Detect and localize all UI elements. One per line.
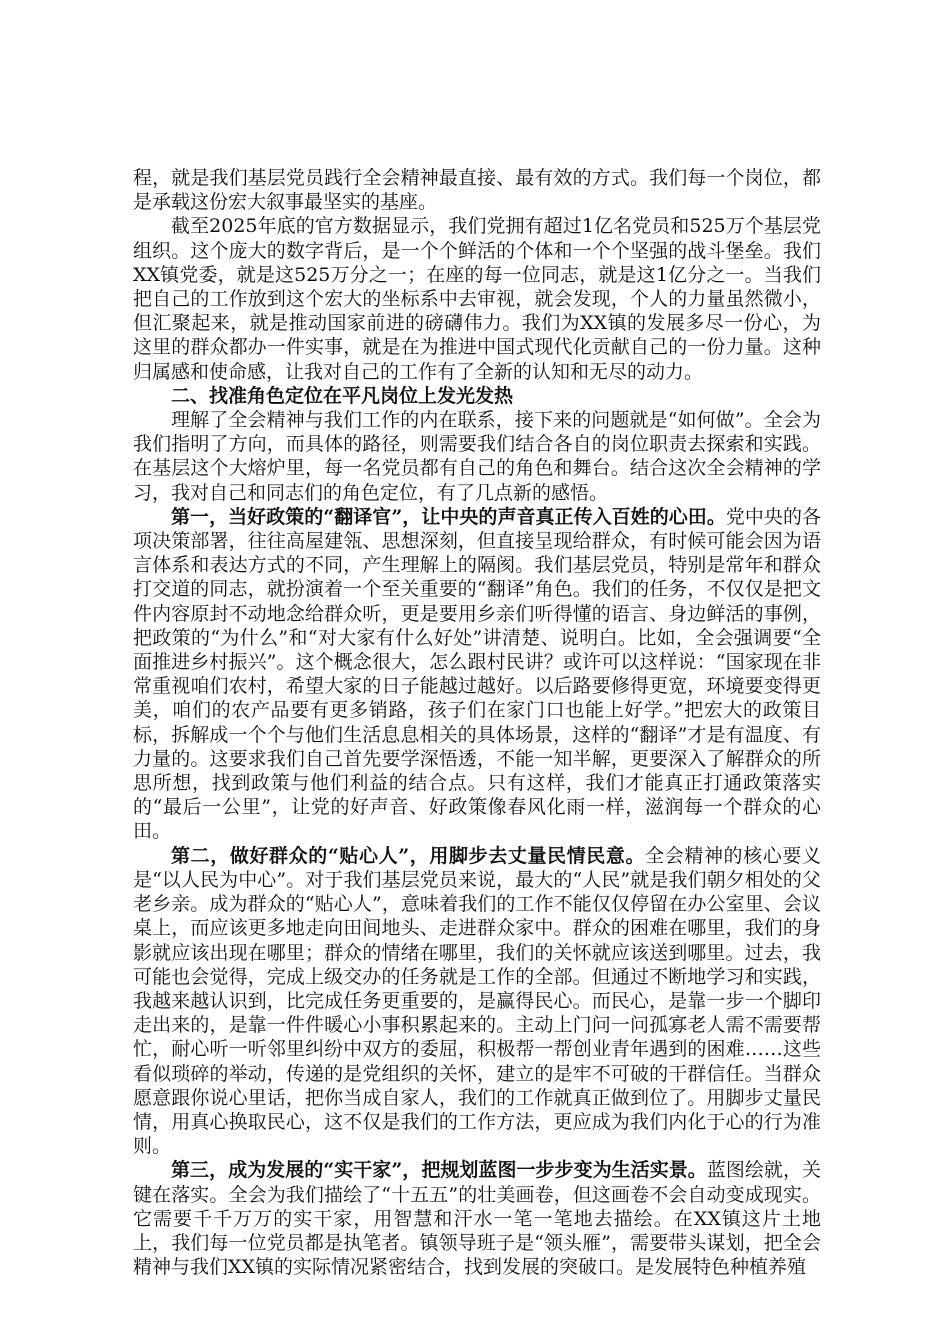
point-one-body: 党中央的各项决策部署，往往高屋建瓴、思想深刻，但直接呈现给群众，有时候可能会因为语言体系和表达方式的不同，产生理解上的隔阂。我们基层党员，特别是常年和群众打交道的同志，就扮演着一个至关重要的“翻译”角色。我们的任务，不仅仅是把文件内容原封不动地念给群众听，更是要用乡亲们听得懂的语言、身边鲜活的事例，把政策的“为什么”和“对大家有什么好处”讲清楚、说明白。比如，全会强调要“全面推进乡村振兴”。这个概念很大，怎么跟村民讲？或许可以这样说：“国家现在非常重视咱们农村，希望大家的日子能越过越好。以后路要修得更宽，环境要变得更美，咱们的农产品要有更多销路，孩子们在家门口也能上好学。”把宏大的政策目标，拆解成一个个与他们生活息息相关的具体场景，这样的“翻译”才是有温度、有力量的。这要求我们自己首先要学深悟透，不能一知半解，更要深入了解群众的所思所想，找到政策与他们利益的结合点。只有这样，我们才能真正打通政策落实的“最后一公里”，让党的好声音、好政策像春风化雨一样，滋润每一个群众的心田。 (133, 505, 821, 843)
point-two-body: 全会精神的核心要义是“以人民为中心”。对于我们基层党员来说，最大的“人民”就是我们朝夕相处的父老乡亲。成为群众的“贴心人”，意味着我们的工作不能仅仅停留在办公室里、会议桌上，而应该更多地走向田间地头、走进群众家中。群众的困难在哪里，我们的身影就应该出现在哪里；群众的情绪在哪里，我们的关怀就应该送到哪里。过去，我可能也会觉得，完成上级交办的任务就是工作的全部。但通过不断地学习和实践，我越来越认识到，比完成任务更重要的，是赢得民心。而民心，是靠一步一个脚印走出来的，是靠一件件暖心小事积累起来的。主动上门问一问孤寡老人需不需要帮忙，耐心听一听邻里纠纷中双方的委屈，积极帮一帮创业青年遇到的困难……这些看似琐碎的举动，传递的是党组织的关怀，建立的是牢不可破的干群信任。当群众愿意跟你说心里话，把你当成自家人，我们的工作就真正做到位了。用脚步丈量民情，用真心换取民心，这不仅是我们的工作方法，更应成为我们内化于心的行为准则。 (133, 844, 821, 1158)
section-heading-2: 二、找准角色定位在平凡岗位上发光发热 (171, 384, 514, 407)
point-one-lead: 第一，当好政策的“翻译官”，让中央的声音真正传入百姓的心田。 (171, 505, 726, 528)
paragraph-party-statistics: 截至2025年底的官方数据显示，我们党拥有超过1亿名党员和525万个基层党组织。这个庞大的数字背后，是一个个鲜活的个体和一个个坚强的战斗堡垒。我们XX镇党委，就是这525万分之一；在座的每一位同志，就是这1亿分之一。当我们把自己的工作放到这个宏大的坐标系中去审视，就会发现，个人的力量虽然微小，但汇聚起来，就是推动国家前进的磅礴伟力。我们为XX镇的发展多尽一份心，为这里的群众都办一件实事，就是在为推进中国式现代化贡献自己的一份力量。这种归属感和使命感，让我对自己的工作有了全新的认知和无尽的动力。 (133, 215, 821, 383)
point-three-lead: 第三，成为发展的“实干家”，把规划蓝图一步步变为生活实景。 (171, 1159, 707, 1182)
point-two-lead: 第二，做好群众的“贴心人”，用脚步去丈量民情民意。 (171, 844, 646, 867)
paragraph-section-intro: 理解了全会精神与我们工作的内在联系，接下来的问题就是“如何做”。全会为我们指明了方向，而具体的路径，则需要我们结合各自的岗位职责去探索和实践。在基层这个大熔炉里，每一名党员都有自己的角色和舞台。结合这次全会精神的学习，我对自己和同志们的角色定位，有了几点新的感悟。 (133, 409, 821, 504)
paragraph-point-two (133, 844, 821, 1159)
paragraph-point-one (133, 505, 821, 844)
point-three-body: 蓝图绘就，关键在落实。全会为我们描绘了“十五五”的壮美画卷，但这画卷不会自动变成现实。它需要千千万万的实干家，用智慧和汗水一笔一笔地去描绘。在XX镇这片土地上，我们每一位党员都是执笔者。镇领导班子是“领头雁”，需要带头谋划，把全会精神与我们XX镇的实际情况紧密结合，找到发展的突破口。是发展特色种植养殖 (133, 1159, 821, 1279)
document-page (133, 166, 821, 1279)
paragraph-point-three (133, 1158, 821, 1279)
paragraph-continuation: 程，就是我们基层党员践行全会精神最直接、最有效的方式。我们每一个岗位，都是承载这份宏大叙事最坚实的基座。 (133, 167, 821, 214)
